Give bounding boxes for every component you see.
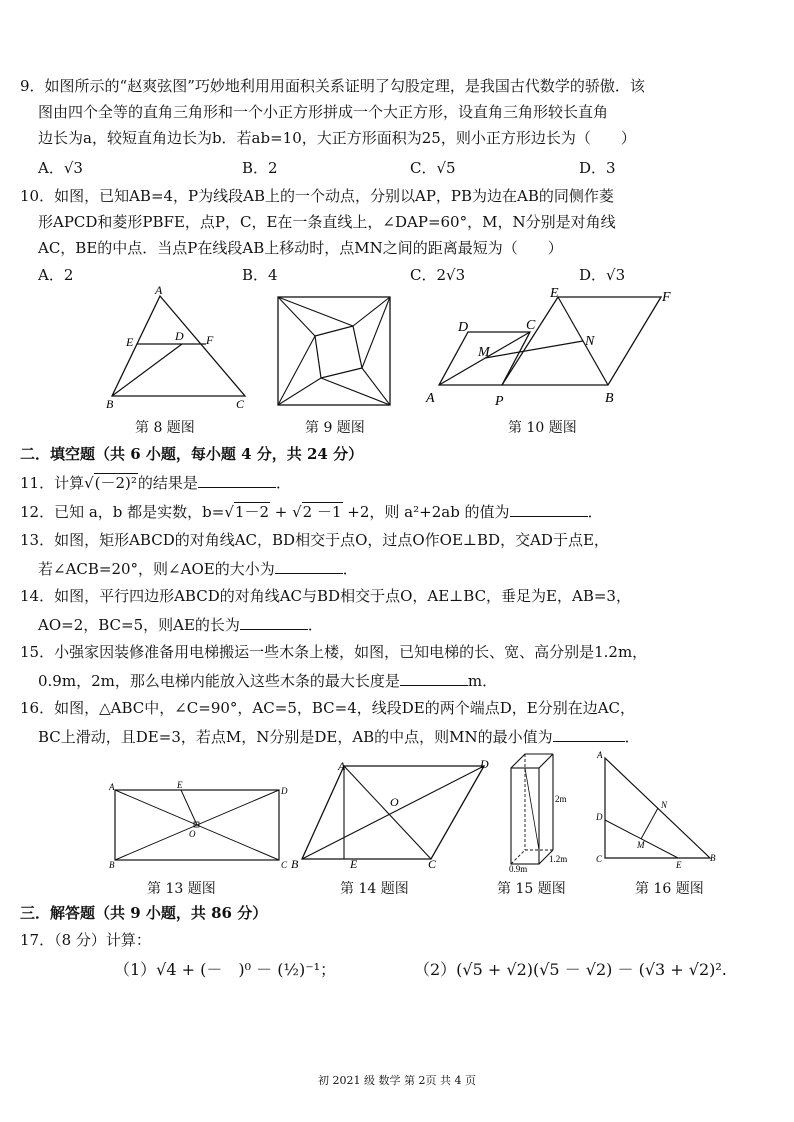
- q9-option-b: B．2: [242, 159, 278, 177]
- q13-line2-text: 若∠ACB=20°，则∠AOE的大小为: [38, 560, 275, 578]
- q10-option-c: C．2√3: [410, 266, 466, 284]
- figure-16: [592, 750, 722, 872]
- fig10-label-b: B: [605, 391, 614, 406]
- fig13-label-o: O: [189, 829, 196, 839]
- q12-answer-blank[interactable]: [510, 500, 588, 517]
- q10-option-d: D．√3: [579, 266, 626, 284]
- fig13-label-e: E: [177, 780, 183, 790]
- q14-line1: 14．如图，平行四边形ABCD的对角线AC与BD相交于点O，AE⊥BC，垂足为E，AB=3，: [20, 587, 631, 605]
- figure-10: [425, 284, 685, 409]
- q13-answer-blank[interactable]: [275, 557, 343, 574]
- page-footer: 初 2021 级 数学 第 2页 共 4 页: [318, 1074, 476, 1087]
- q15-line2-text: 0.9m，2m，那么电梯内能放入这些木条的最大长度是: [38, 672, 400, 690]
- fig8-label-a: A: [155, 283, 163, 297]
- section-2-heading: 二．填空题（共 6 小题，每小题 4 分，共 24 分）: [20, 445, 364, 463]
- fig15-label-width: 0.9m: [509, 864, 528, 874]
- fig10-label-n: N: [585, 334, 595, 349]
- q13-line2: 若∠ACB=20°，则∠AOE的大小为 ．: [38, 557, 358, 579]
- fig8-label-c: C: [236, 397, 245, 411]
- caption-fig8: 第 8 题图: [135, 420, 195, 436]
- fig8-label-f: F: [206, 333, 214, 347]
- caption-fig9: 第 9 题图: [305, 420, 365, 436]
- figure-14: [288, 756, 498, 872]
- fig14-label-o: O: [390, 795, 399, 809]
- q10-line1: 10．如图，已知AB=4，P为线段AB上的一个动点，分别以AP，PB为边在AB的同侧作菱: [20, 187, 614, 205]
- fig10-label-e: E: [550, 286, 559, 301]
- fig16-label-m: M: [637, 840, 645, 850]
- fig14-label-c: C: [428, 857, 437, 871]
- figure-13: [105, 780, 288, 870]
- q13-line1: 13．如图，矩形ABCD的对角线AC，BD相交于点O，过点O作OE⊥BD，交AD于点E，: [20, 531, 609, 549]
- section-3-heading: 三．解答题（共 9 小题，共 86 分）: [20, 904, 268, 922]
- fig14-label-a: A: [338, 759, 346, 773]
- figure-15: [505, 750, 585, 875]
- fig14-label-e: E: [350, 857, 358, 871]
- q10-line3: AC，BE的中点．当点P在线段AB上移动时，点MN之间的距离最短为（ ）: [38, 239, 563, 257]
- figure-8: [100, 284, 260, 409]
- q16-line2: BC上滑动，且DE=3，若点M，N分别是DE，AB的中点，则MN的最小值为 ．: [38, 725, 640, 747]
- q10-line2: 形APCD和菱形PBFE，点P，C，E在一条直线上，∠DAP=60°，M，N分别是对角线: [38, 213, 616, 231]
- fig15-label-length: 1.2m: [549, 854, 568, 864]
- fig14-label-d: D: [480, 757, 489, 771]
- q10-option-b: B．4: [242, 266, 278, 284]
- fig16-label-n: N: [661, 800, 668, 810]
- fig16-label-a: A: [597, 750, 603, 760]
- q12: 12．已知 a，b 都是实数，b=√1－2 + √2 －1 +2，则 a²+2ab 的值为 ．: [20, 500, 603, 522]
- q9-line2: 图由四个全等的直角三角形和一个小正方形拼成一个大正方形，设直角三角形较长直角: [38, 103, 609, 121]
- fig15-label-height: 2m: [555, 794, 567, 804]
- q15-line1: 15．小强家因装修准备用电梯搬运一些木条上楼，如图，已知电梯的长、宽、高分别是1.2m，: [20, 643, 648, 661]
- fig13-label-a: A: [109, 782, 115, 792]
- fig14-label-b: B: [291, 857, 299, 871]
- q15-answer-blank[interactable]: [400, 669, 468, 686]
- figure-9: [277, 296, 392, 408]
- fig16-label-b: B: [710, 853, 716, 863]
- fig13-label-c: C: [281, 860, 288, 870]
- fig13-label-d: D: [281, 786, 288, 796]
- q16-line1: 16．如图，△ABC中，∠C=90°，AC=5，BC=4，线段DE的两个端点D，E分别在边AC，: [20, 699, 636, 717]
- fig10-label-f: F: [662, 290, 671, 305]
- fig8-label-b: B: [106, 397, 114, 411]
- q10-option-a: A．2: [38, 266, 74, 284]
- q12-radicand-1: 1－2: [234, 503, 269, 521]
- q17-part1: （1）√4 + (－ )⁰ － (½)⁻¹；: [114, 960, 337, 979]
- fig8-label-d: D: [175, 329, 184, 343]
- q15-unit: m．: [467, 672, 498, 690]
- q16-line2-text: BC上滑动，且DE=3，若点M，N分别是DE，AB的中点，则MN的最小值为: [38, 728, 553, 746]
- q11-suffix: 的结果是: [137, 474, 198, 492]
- caption-fig10: 第 10 题图: [508, 420, 577, 436]
- caption-fig13: 第 13 题图: [147, 881, 216, 897]
- q9-line1: 9．如图所示的“赵爽弦图”巧妙地利用用面积关系证明了勾股定理，是我国古代数学的骄傲．该: [20, 77, 645, 95]
- fig10-label-c: C: [526, 318, 536, 333]
- q11-answer-blank[interactable]: [198, 471, 276, 488]
- q9-option-c: C．√5: [410, 159, 456, 177]
- q11-prefix: 11．计算: [20, 474, 85, 492]
- q16-answer-blank[interactable]: [553, 725, 625, 742]
- fig10-label-m: M: [478, 345, 490, 360]
- q17-heading: 17．（8 分）计算：: [20, 931, 151, 949]
- fig13-label-b: B: [109, 860, 115, 870]
- q11-radicand: (－2)²: [94, 474, 137, 492]
- q11: 11．计算√(－2)²的结果是 ．: [20, 471, 291, 493]
- q9-option-d: D．3: [579, 159, 616, 177]
- fig10-label-d: D: [458, 320, 469, 335]
- caption-fig16: 第 16 题图: [635, 881, 704, 897]
- q12-prefix: 12．已知 a，b 都是实数，b=: [20, 503, 225, 521]
- fig16-label-d: D: [596, 812, 603, 822]
- fig16-label-c: C: [596, 854, 603, 864]
- fig10-label-p: P: [495, 394, 504, 409]
- q12-plus: +: [270, 503, 293, 521]
- q9-line3: 边长为a，较短直角边长为b．若ab=10，大正方形面积为25，则小正方形边长为（ ）: [38, 129, 636, 147]
- caption-fig15: 第 15 题图: [497, 881, 566, 897]
- q9-option-a: A．√3: [38, 159, 83, 177]
- caption-fig14: 第 14 题图: [340, 881, 409, 897]
- q15-line2: [38, 669, 497, 691]
- q17-part2: （2）(√5 + √2)(√5 － √2) － (√3 + √2)².: [414, 960, 727, 979]
- q12-radicand-2: 2 －1: [302, 503, 342, 521]
- fig8-label-e: E: [126, 335, 134, 349]
- q14-answer-blank[interactable]: [240, 613, 308, 630]
- fig10-label-a: A: [426, 391, 435, 406]
- q14-line2-text: AO=2，BC=5，则AE的长为: [38, 616, 240, 634]
- q12-suffix: +2，则 a²+2ab 的值为: [342, 503, 510, 521]
- q14-line2: AO=2，BC=5，则AE的长为 ．: [38, 613, 323, 635]
- fig16-label-e: E: [676, 860, 682, 870]
